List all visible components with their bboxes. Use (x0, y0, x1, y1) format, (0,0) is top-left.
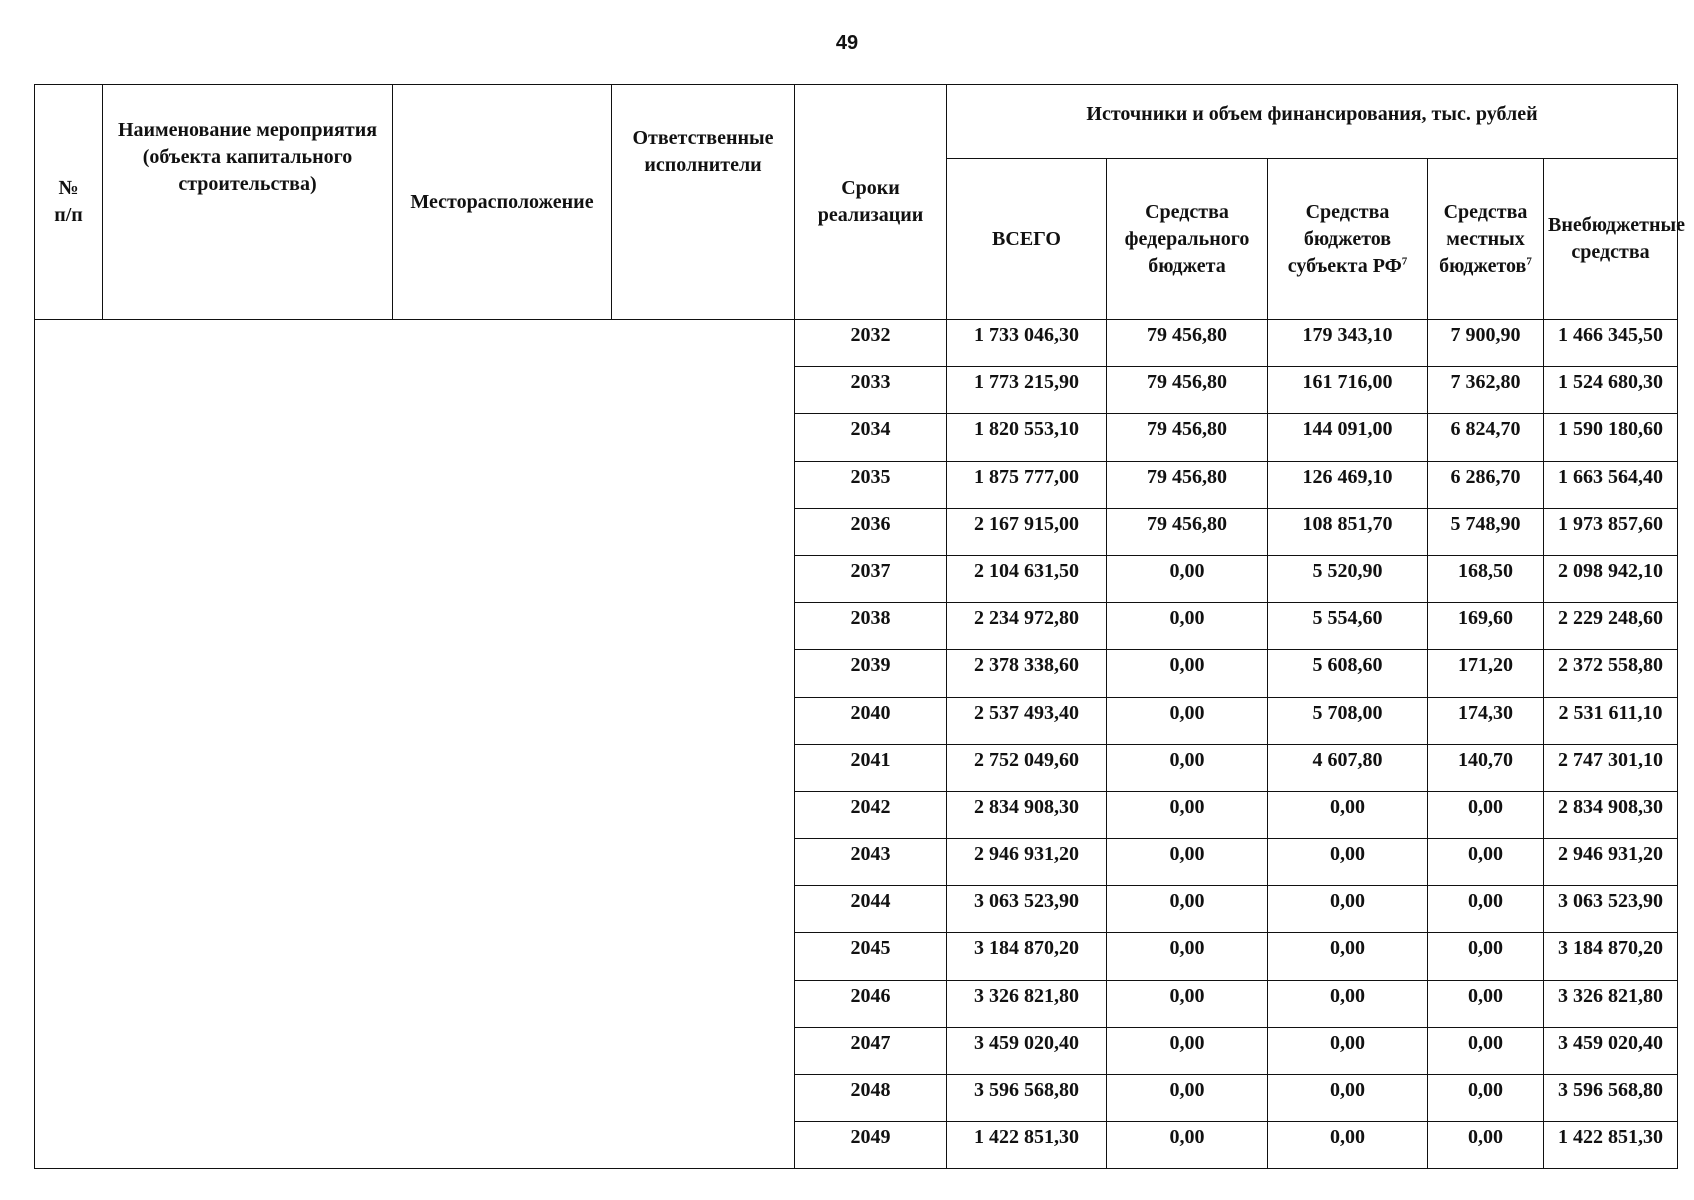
cell-total: 2 946 931,20 (947, 839, 1107, 886)
cell-federal: 0,00 (1107, 1122, 1268, 1169)
header-federal: Средства федерального бюджета (1107, 159, 1268, 320)
cell-year: 2036 (795, 508, 947, 555)
header-total: ВСЕГО (947, 159, 1107, 320)
cell-total: 2 378 338,60 (947, 650, 1107, 697)
merged-empty-cell (35, 320, 795, 1169)
cell-extra: 1 422 851,30 (1544, 1122, 1678, 1169)
header-terms: Сроки реализации (795, 85, 947, 320)
cell-extra: 2 531 611,10 (1544, 697, 1678, 744)
cell-total: 1 820 553,10 (947, 414, 1107, 461)
cell-year: 2046 (795, 980, 947, 1027)
cell-year: 2037 (795, 555, 947, 602)
header-location: Месторасположение (393, 85, 612, 320)
cell-local: 140,70 (1428, 744, 1544, 791)
table-row (35, 320, 1678, 367)
cell-year: 2040 (795, 697, 947, 744)
header-responsible: Ответственные исполнители (612, 85, 795, 320)
cell-local: 0,00 (1428, 980, 1544, 1027)
header-local (1428, 159, 1544, 320)
cell-regional: 4 607,80 (1268, 744, 1428, 791)
cell-federal: 79 456,80 (1107, 367, 1268, 414)
cell-federal: 0,00 (1107, 555, 1268, 602)
cell-regional: 0,00 (1268, 839, 1428, 886)
cell-local: 0,00 (1428, 886, 1544, 933)
cell-local: 0,00 (1428, 839, 1544, 886)
table-body (35, 320, 1678, 1169)
cell-extra: 3 063 523,90 (1544, 886, 1678, 933)
cell-regional: 0,00 (1268, 1075, 1428, 1122)
cell-total: 2 234 972,80 (947, 603, 1107, 650)
cell-total: 2 834 908,30 (947, 791, 1107, 838)
cell-extra: 3 596 568,80 (1544, 1075, 1678, 1122)
cell-federal: 79 456,80 (1107, 320, 1268, 367)
cell-local: 7 900,90 (1428, 320, 1544, 367)
cell-local: 6 286,70 (1428, 461, 1544, 508)
cell-regional: 0,00 (1268, 791, 1428, 838)
cell-total: 1 422 851,30 (947, 1122, 1107, 1169)
cell-local: 0,00 (1428, 933, 1544, 980)
cell-total: 3 063 523,90 (947, 886, 1107, 933)
cell-total: 1 733 046,30 (947, 320, 1107, 367)
cell-local: 6 824,70 (1428, 414, 1544, 461)
cell-federal: 79 456,80 (1107, 414, 1268, 461)
header-sources: Источники и объем финансирования, тыс. рублей (947, 85, 1678, 159)
cell-extra: 1 590 180,60 (1544, 414, 1678, 461)
cell-federal: 0,00 (1107, 839, 1268, 886)
cell-total: 2 167 915,00 (947, 508, 1107, 555)
cell-year: 2045 (795, 933, 947, 980)
cell-extra: 2 946 931,20 (1544, 839, 1678, 886)
cell-federal: 0,00 (1107, 603, 1268, 650)
cell-extra: 2 372 558,80 (1544, 650, 1678, 697)
cell-regional: 0,00 (1268, 1122, 1428, 1169)
cell-total: 3 326 821,80 (947, 980, 1107, 1027)
cell-total: 2 752 049,60 (947, 744, 1107, 791)
cell-local: 171,20 (1428, 650, 1544, 697)
cell-regional: 161 716,00 (1268, 367, 1428, 414)
cell-federal: 0,00 (1107, 791, 1268, 838)
cell-regional: 5 520,90 (1268, 555, 1428, 602)
cell-extra: 2 747 301,10 (1544, 744, 1678, 791)
header-regional (1268, 159, 1428, 320)
header-num: № п/п (35, 85, 103, 320)
cell-year: 2041 (795, 744, 947, 791)
cell-extra: 2 098 942,10 (1544, 555, 1678, 602)
cell-regional: 144 091,00 (1268, 414, 1428, 461)
header-local-footnote: 7 (1526, 254, 1532, 267)
cell-federal: 0,00 (1107, 980, 1268, 1027)
cell-total: 2 537 493,40 (947, 697, 1107, 744)
cell-year: 2049 (795, 1122, 947, 1169)
cell-local: 169,60 (1428, 603, 1544, 650)
cell-federal: 0,00 (1107, 1075, 1268, 1122)
cell-regional: 108 851,70 (1268, 508, 1428, 555)
cell-federal: 79 456,80 (1107, 508, 1268, 555)
cell-federal: 0,00 (1107, 650, 1268, 697)
cell-total: 3 184 870,20 (947, 933, 1107, 980)
header-local-label: Средства местных бюджетов (1439, 200, 1528, 277)
cell-year: 2044 (795, 886, 947, 933)
cell-regional: 5 708,00 (1268, 697, 1428, 744)
cell-year: 2047 (795, 1027, 947, 1074)
cell-extra: 2 834 908,30 (1544, 791, 1678, 838)
cell-year: 2034 (795, 414, 947, 461)
cell-regional: 179 343,10 (1268, 320, 1428, 367)
cell-local: 5 748,90 (1428, 508, 1544, 555)
cell-extra: 3 184 870,20 (1544, 933, 1678, 980)
cell-total: 2 104 631,50 (947, 555, 1107, 602)
cell-year: 2032 (795, 320, 947, 367)
cell-total: 1 773 215,90 (947, 367, 1107, 414)
cell-federal: 79 456,80 (1107, 461, 1268, 508)
cell-year: 2035 (795, 461, 947, 508)
header-regional-label: Средства бюджетов субъекта РФ (1287, 200, 1402, 277)
table-header (35, 85, 1685, 320)
header-name: Наименование мероприятия (объекта капитального строительства) (103, 85, 393, 320)
cell-extra: 3 459 020,40 (1544, 1027, 1678, 1074)
cell-regional: 5 608,60 (1268, 650, 1428, 697)
cell-year: 2042 (795, 791, 947, 838)
cell-year: 2039 (795, 650, 947, 697)
cell-year: 2038 (795, 603, 947, 650)
cell-total: 3 459 020,40 (947, 1027, 1107, 1074)
cell-federal: 0,00 (1107, 933, 1268, 980)
cell-year: 2033 (795, 367, 947, 414)
cell-year: 2043 (795, 839, 947, 886)
cell-regional: 126 469,10 (1268, 461, 1428, 508)
cell-regional: 0,00 (1268, 980, 1428, 1027)
cell-federal: 0,00 (1107, 697, 1268, 744)
cell-total: 1 875 777,00 (947, 461, 1107, 508)
cell-regional: 0,00 (1268, 886, 1428, 933)
cell-regional: 0,00 (1268, 1027, 1428, 1074)
cell-year: 2048 (795, 1075, 947, 1122)
cell-extra: 1 466 345,50 (1544, 320, 1678, 367)
cell-local: 168,50 (1428, 555, 1544, 602)
cell-federal: 0,00 (1107, 1027, 1268, 1074)
cell-extra: 2 229 248,60 (1544, 603, 1678, 650)
cell-regional: 0,00 (1268, 933, 1428, 980)
cell-total: 3 596 568,80 (947, 1075, 1107, 1122)
cell-extra: 1 973 857,60 (1544, 508, 1678, 555)
cell-extra: 1 663 564,40 (1544, 461, 1678, 508)
cell-local: 0,00 (1428, 1027, 1544, 1074)
cell-local: 0,00 (1428, 791, 1544, 838)
header-extra: Внебюджетные средства (1544, 159, 1678, 320)
cell-regional: 5 554,60 (1268, 603, 1428, 650)
cell-federal: 0,00 (1107, 744, 1268, 791)
cell-extra: 1 524 680,30 (1544, 367, 1678, 414)
header-regional-footnote: 7 (1401, 254, 1408, 267)
cell-local: 7 362,80 (1428, 367, 1544, 414)
cell-local: 0,00 (1428, 1122, 1544, 1169)
financing-table (34, 84, 1685, 1169)
page-number: 49 (835, 32, 859, 54)
cell-local: 0,00 (1428, 1075, 1544, 1122)
cell-federal: 0,00 (1107, 886, 1268, 933)
cell-local: 174,30 (1428, 697, 1544, 744)
cell-extra: 3 326 821,80 (1544, 980, 1678, 1027)
